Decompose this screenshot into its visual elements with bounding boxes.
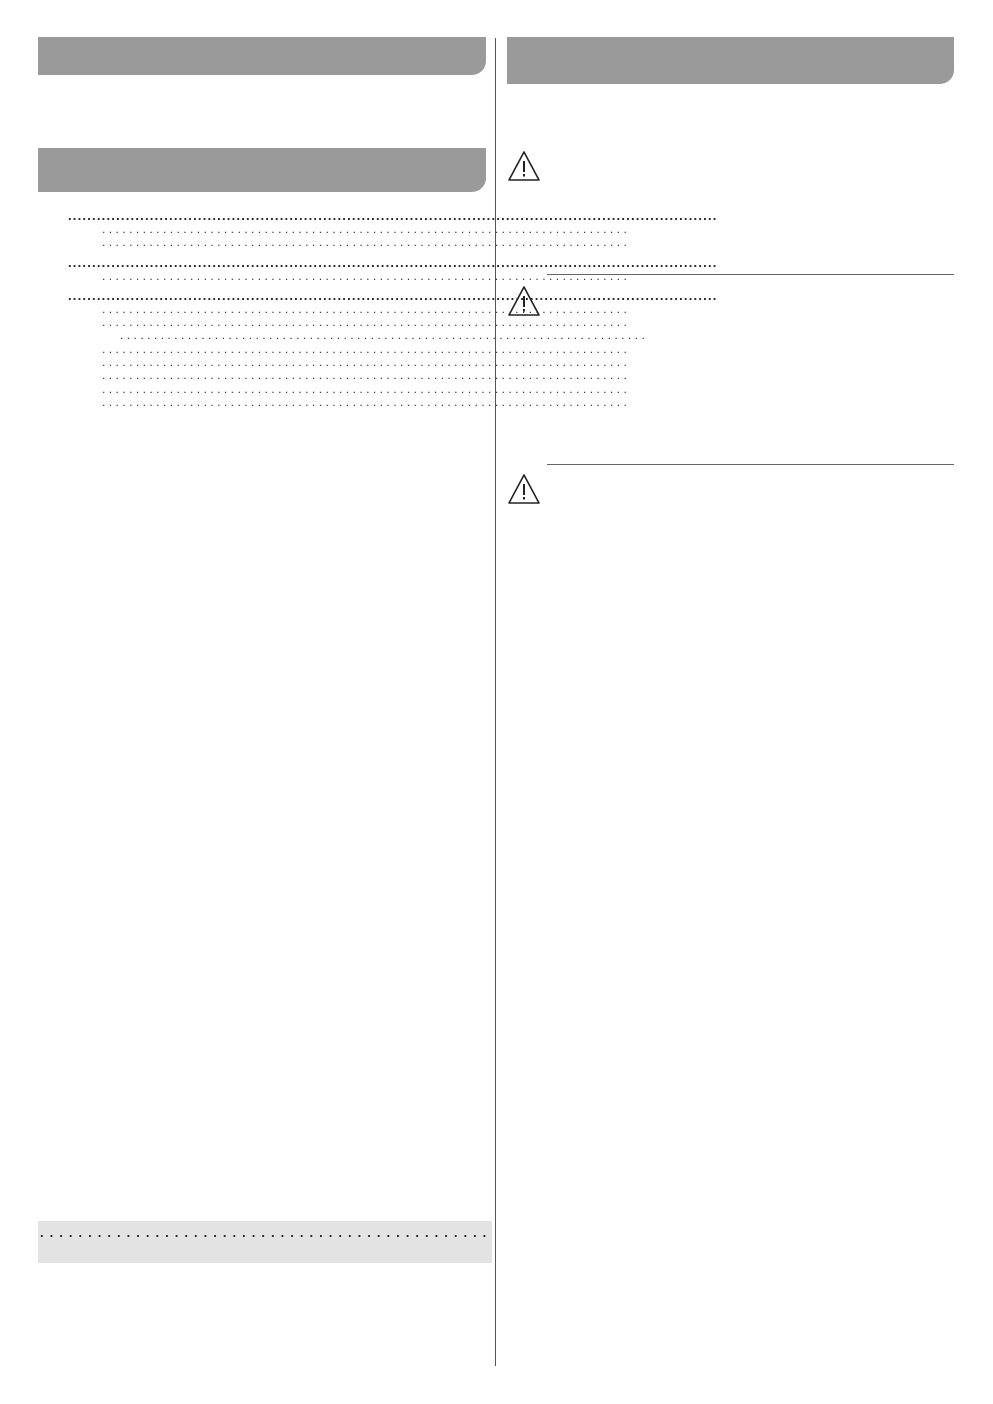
toc-dots [102,223,627,236]
toc-chapter-body [66,256,720,270]
toc-subsection-body [100,270,629,283]
separator-line [547,274,954,275]
toc-row [66,256,720,270]
toc-subsection-entry[interactable] [38,270,482,283]
toc-subsection-entry[interactable] [38,343,482,356]
toc-subsection-body [100,343,629,356]
toc-subsection-entry[interactable] [38,396,482,409]
section-heading [507,116,547,136]
toc-section [38,209,482,250]
toc-chapter-entry[interactable] [38,256,482,270]
toc-chapter-number [38,209,66,223]
toc-chapter-body [66,209,720,223]
toc-dots [102,303,627,316]
toc-row [100,369,629,382]
toc-subsection-entry[interactable] [38,316,482,329]
toc-subsection-number [76,329,118,342]
toc-subsection-entry[interactable] [38,369,482,382]
toc-subsection-number [66,343,100,356]
toc-dots [68,289,718,303]
toc-dots [68,256,718,270]
chapter-header [507,37,954,84]
toc-dots [102,383,627,396]
toc-dots [102,236,627,249]
toc-chapter-body [66,289,720,303]
toc-row [100,316,629,329]
toc-section [38,256,482,283]
toc-chapter-number [38,289,66,303]
toc-row [100,343,629,356]
toc-subsection-entry[interactable] [38,236,482,249]
toc-subsection-number [66,396,100,409]
toc-section [38,289,482,409]
language-header [38,37,486,75]
toc-subsection-entry[interactable] [38,223,482,236]
toc-subsection-number [66,270,100,283]
toc-row [66,209,720,223]
toc-subsection-entry[interactable] [38,303,482,316]
toc-row [100,236,629,249]
toc-subsection-entry[interactable] [38,329,482,342]
toc-subsection-body [100,356,629,369]
toc-row [100,223,629,236]
toc-subsection-body [100,223,629,236]
toc-subsection-entry[interactable] [38,383,482,396]
separator-line [547,464,954,465]
warning-triangle-icon [507,150,541,182]
toc-row [100,383,629,396]
toc-row [100,270,629,283]
toc-subsection-number [66,369,100,382]
toc-row [118,329,647,342]
toc-subsection-number [66,223,100,236]
toc-row [100,356,629,369]
toc-subsection-entry[interactable] [38,356,482,369]
toc-subsection-body [100,396,629,409]
toc-chapter-number [38,256,66,270]
toc-subsection-body [100,383,629,396]
toc-subsection-body [100,236,629,249]
toc-row [100,303,629,316]
toc-dots [102,316,627,329]
toc-dots [40,1225,486,1241]
user-section-line2-row [38,1225,492,1241]
toc-dots [102,270,627,283]
toc-dots [102,369,627,382]
toc-chapter-entry[interactable] [38,209,482,223]
toc-subsection-number [66,316,100,329]
toc-subsection-body [118,329,647,342]
toc-dots [68,209,718,223]
warning-triangle-icon [507,473,541,505]
toc-user-section[interactable] [38,1221,492,1263]
toc-dots [102,396,627,409]
table-of-contents [38,209,482,409]
toc-subsection-body [100,369,629,382]
toc-chapter-entry[interactable] [38,289,482,303]
toc-subsection-number [66,303,100,316]
toc-dots [102,343,627,356]
toc-subsection-body [100,303,629,316]
warning-triangle-icon [507,285,541,317]
toc-subsection-number [66,383,100,396]
toc-row [100,396,629,409]
toc-subsection-number [66,356,100,369]
toc-subsection-number [66,236,100,249]
toc-subsection-body [100,316,629,329]
toc-dots [120,329,645,342]
toc-dots [102,356,627,369]
toc-header [38,148,486,192]
toc-row [66,289,720,303]
